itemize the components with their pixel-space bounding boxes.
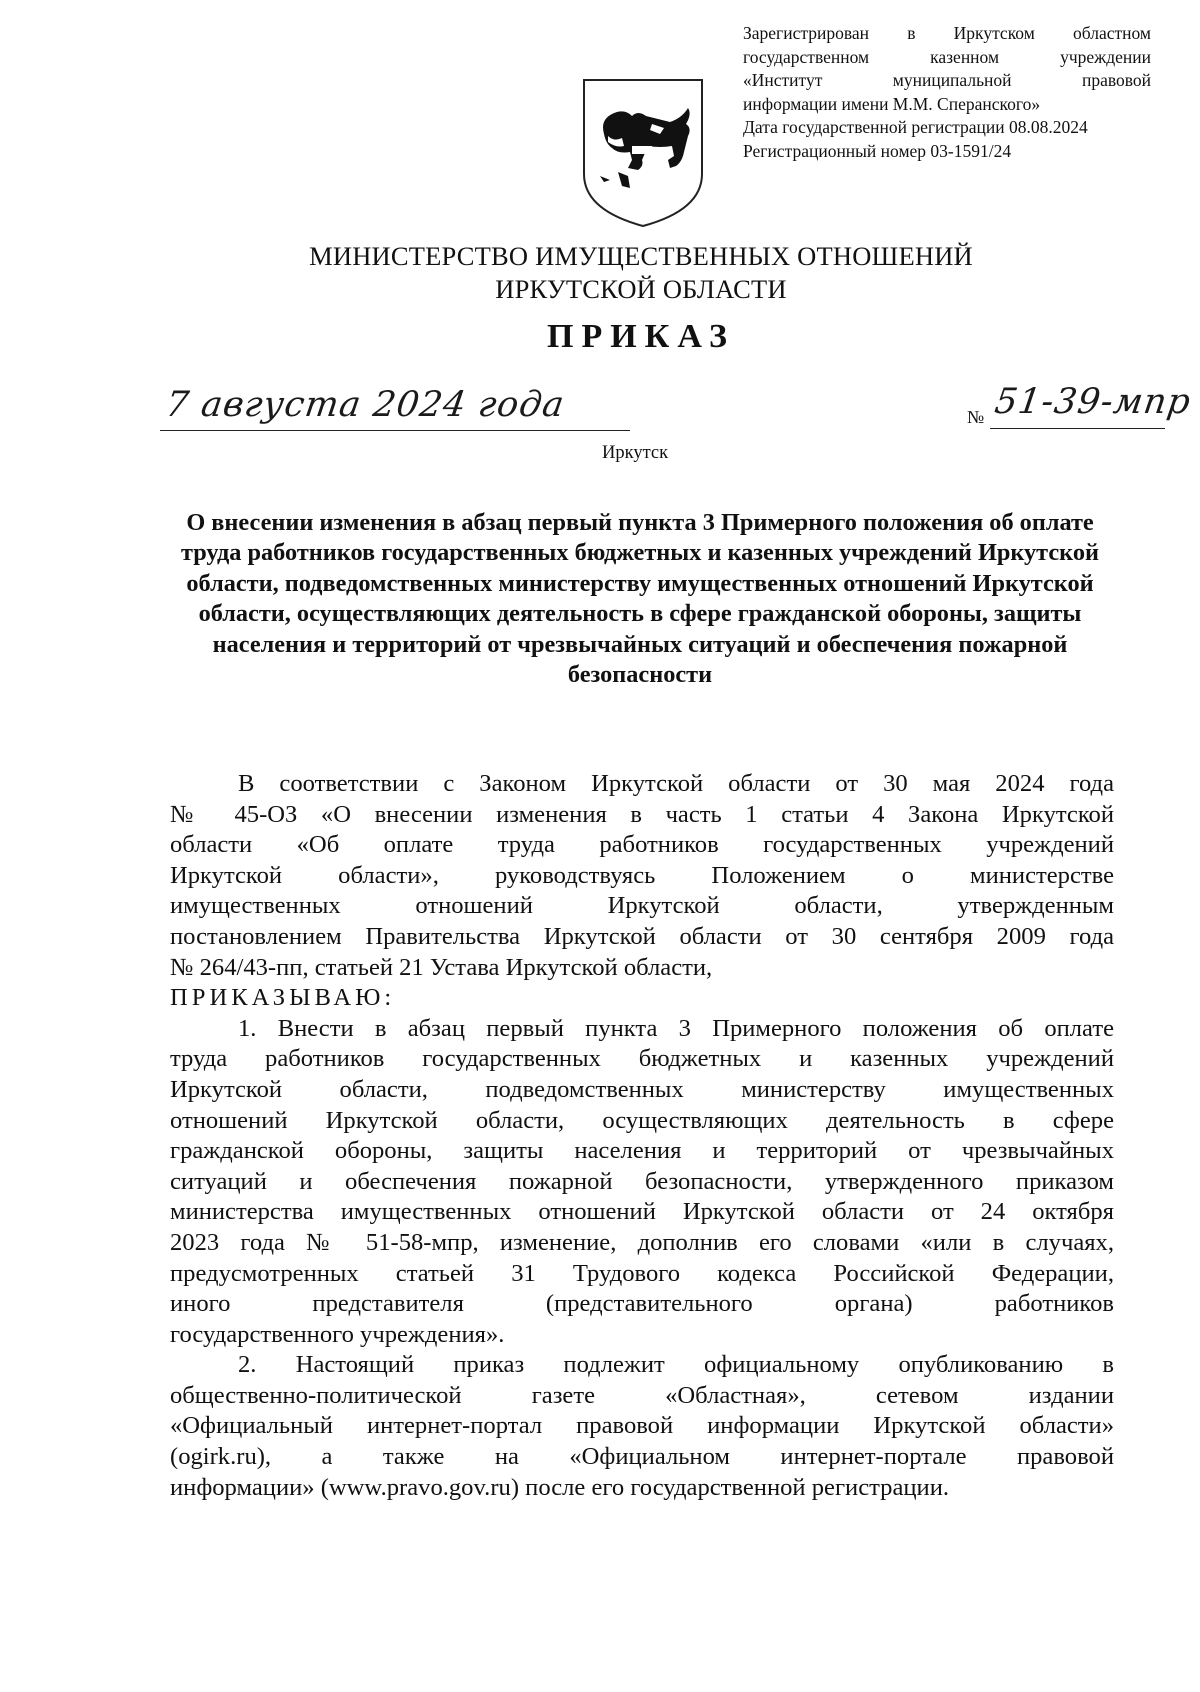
registration-line: «Институт муниципальной правовой xyxy=(743,70,1151,90)
document-subject: О внесении изменения в абзац первый пункта 3 Примерного положения об оплате труда работников государственных бюджетных и казенных учреждений Иркутской области, подведомственных министерству имущественных отношений Иркутской области, осуществляющих деятельность в сфере гражданской обороны, защиты населения и территорий от чрезвычайных ситуаций и обеспечения пожарной безопасности xyxy=(180,509,1100,689)
body-line: № 45-ОЗ «О внесении изменения в часть 1 статьи 4 Закона Иркутской xyxy=(170,800,1114,828)
number-underline xyxy=(990,428,1165,429)
body-line: области «Об оплате труда работников государственных учреждений xyxy=(170,831,1114,859)
body-line: имущественных отношений Иркутской области, утвержденным xyxy=(170,892,1114,920)
city-label: Иркутск xyxy=(602,443,669,463)
body-line: 1. Внести в абзац первый пункта 3 Примерного положения об оплате xyxy=(238,1014,1114,1042)
body-line: иного представителя (представительного органа) работников xyxy=(170,1290,1114,1318)
registration-line: Зарегистрирован в Иркутском областном xyxy=(743,23,1151,43)
body-line: государственного учреждения». xyxy=(170,1320,505,1348)
body-line: информации» (www.pravo.gov.ru) после его государственной регистрации. xyxy=(170,1473,950,1501)
ministry-header xyxy=(0,240,1200,306)
coat-of-arms-emblem xyxy=(578,76,708,228)
registration-line: государственном казенном учреждении xyxy=(743,46,1151,67)
body-line: ситуаций и обеспечения пожарной безопасности, утвержденного приказом xyxy=(170,1167,1114,1195)
body-line: постановлением Правительства Иркутской области от 30 сентября 2009 года xyxy=(170,922,1114,950)
handwritten-date: 7 августа 2024 года xyxy=(163,385,568,425)
registration-line: информации имени М.М. Сперанского» xyxy=(743,93,1041,114)
document-type-title: ПРИКАЗ xyxy=(547,318,735,355)
registration-number: Регистрационный номер 03-1591/24 xyxy=(743,140,1012,161)
body-line: министерства имущественных отношений Иркутской области от 24 октября xyxy=(170,1198,1114,1226)
document-body xyxy=(170,769,1114,1503)
body-line: предусмотренных статьей 31 Трудового кодекса Российской Федерации, xyxy=(170,1259,1114,1287)
body-line: Иркутской области, подведомственных министерству имущественных xyxy=(170,1075,1114,1103)
body-line: общественно-политической газете «Областная», сетевом издании xyxy=(170,1381,1114,1409)
body-line: (ogirk.ru), а также на «Официальном интернет-портале правовой xyxy=(170,1443,1114,1471)
order-item-1 xyxy=(170,1014,1114,1351)
number-prefix: № xyxy=(967,407,985,427)
body-line: 2023 года № 51-58-мпр, изменение, дополнив его словами «или в случаях, xyxy=(170,1228,1114,1256)
handwritten-number: 51-39-мпр xyxy=(992,382,1194,422)
order-item-2 xyxy=(170,1350,1114,1503)
preamble xyxy=(170,769,1114,983)
body-line: отношений Иркутской области, осуществляющих деятельность в сфере xyxy=(170,1106,1114,1134)
order-word: ПРИКАЗЫВАЮ: xyxy=(170,984,396,1012)
body-line: труда работников государственных бюджетных и казенных учреждений xyxy=(170,1045,1114,1073)
registration-date: Дата государственной регистрации 08.08.2024 xyxy=(743,117,1088,137)
ministry-name-line1: МИНИСТЕРСТВО ИМУЩЕСТВЕННЫХ ОТНОШЕНИЙ xyxy=(309,241,973,271)
body-line: гражданской обороны, защиты населения и территорий от чрезвычайных xyxy=(170,1137,1114,1165)
date-underline xyxy=(160,430,630,431)
body-line: «Официальный интернет-портал правовой информации Иркутской области» xyxy=(170,1412,1114,1440)
body-line: Иркутской области», руководствуясь Положением о министерстве xyxy=(170,861,1114,889)
body-line: В соответствии с Законом Иркутской области от 30 мая 2024 года xyxy=(238,770,1114,797)
body-line: 2. Настоящий приказ подлежит официальному опубликованию в xyxy=(238,1351,1114,1379)
registration-stamp xyxy=(743,22,1151,163)
body-line: № 264/43-пп, статьей 21 Устава Иркутской области, xyxy=(170,953,713,981)
ministry-name-line2: ИРКУТСКОЙ ОБЛАСТИ xyxy=(495,274,787,304)
